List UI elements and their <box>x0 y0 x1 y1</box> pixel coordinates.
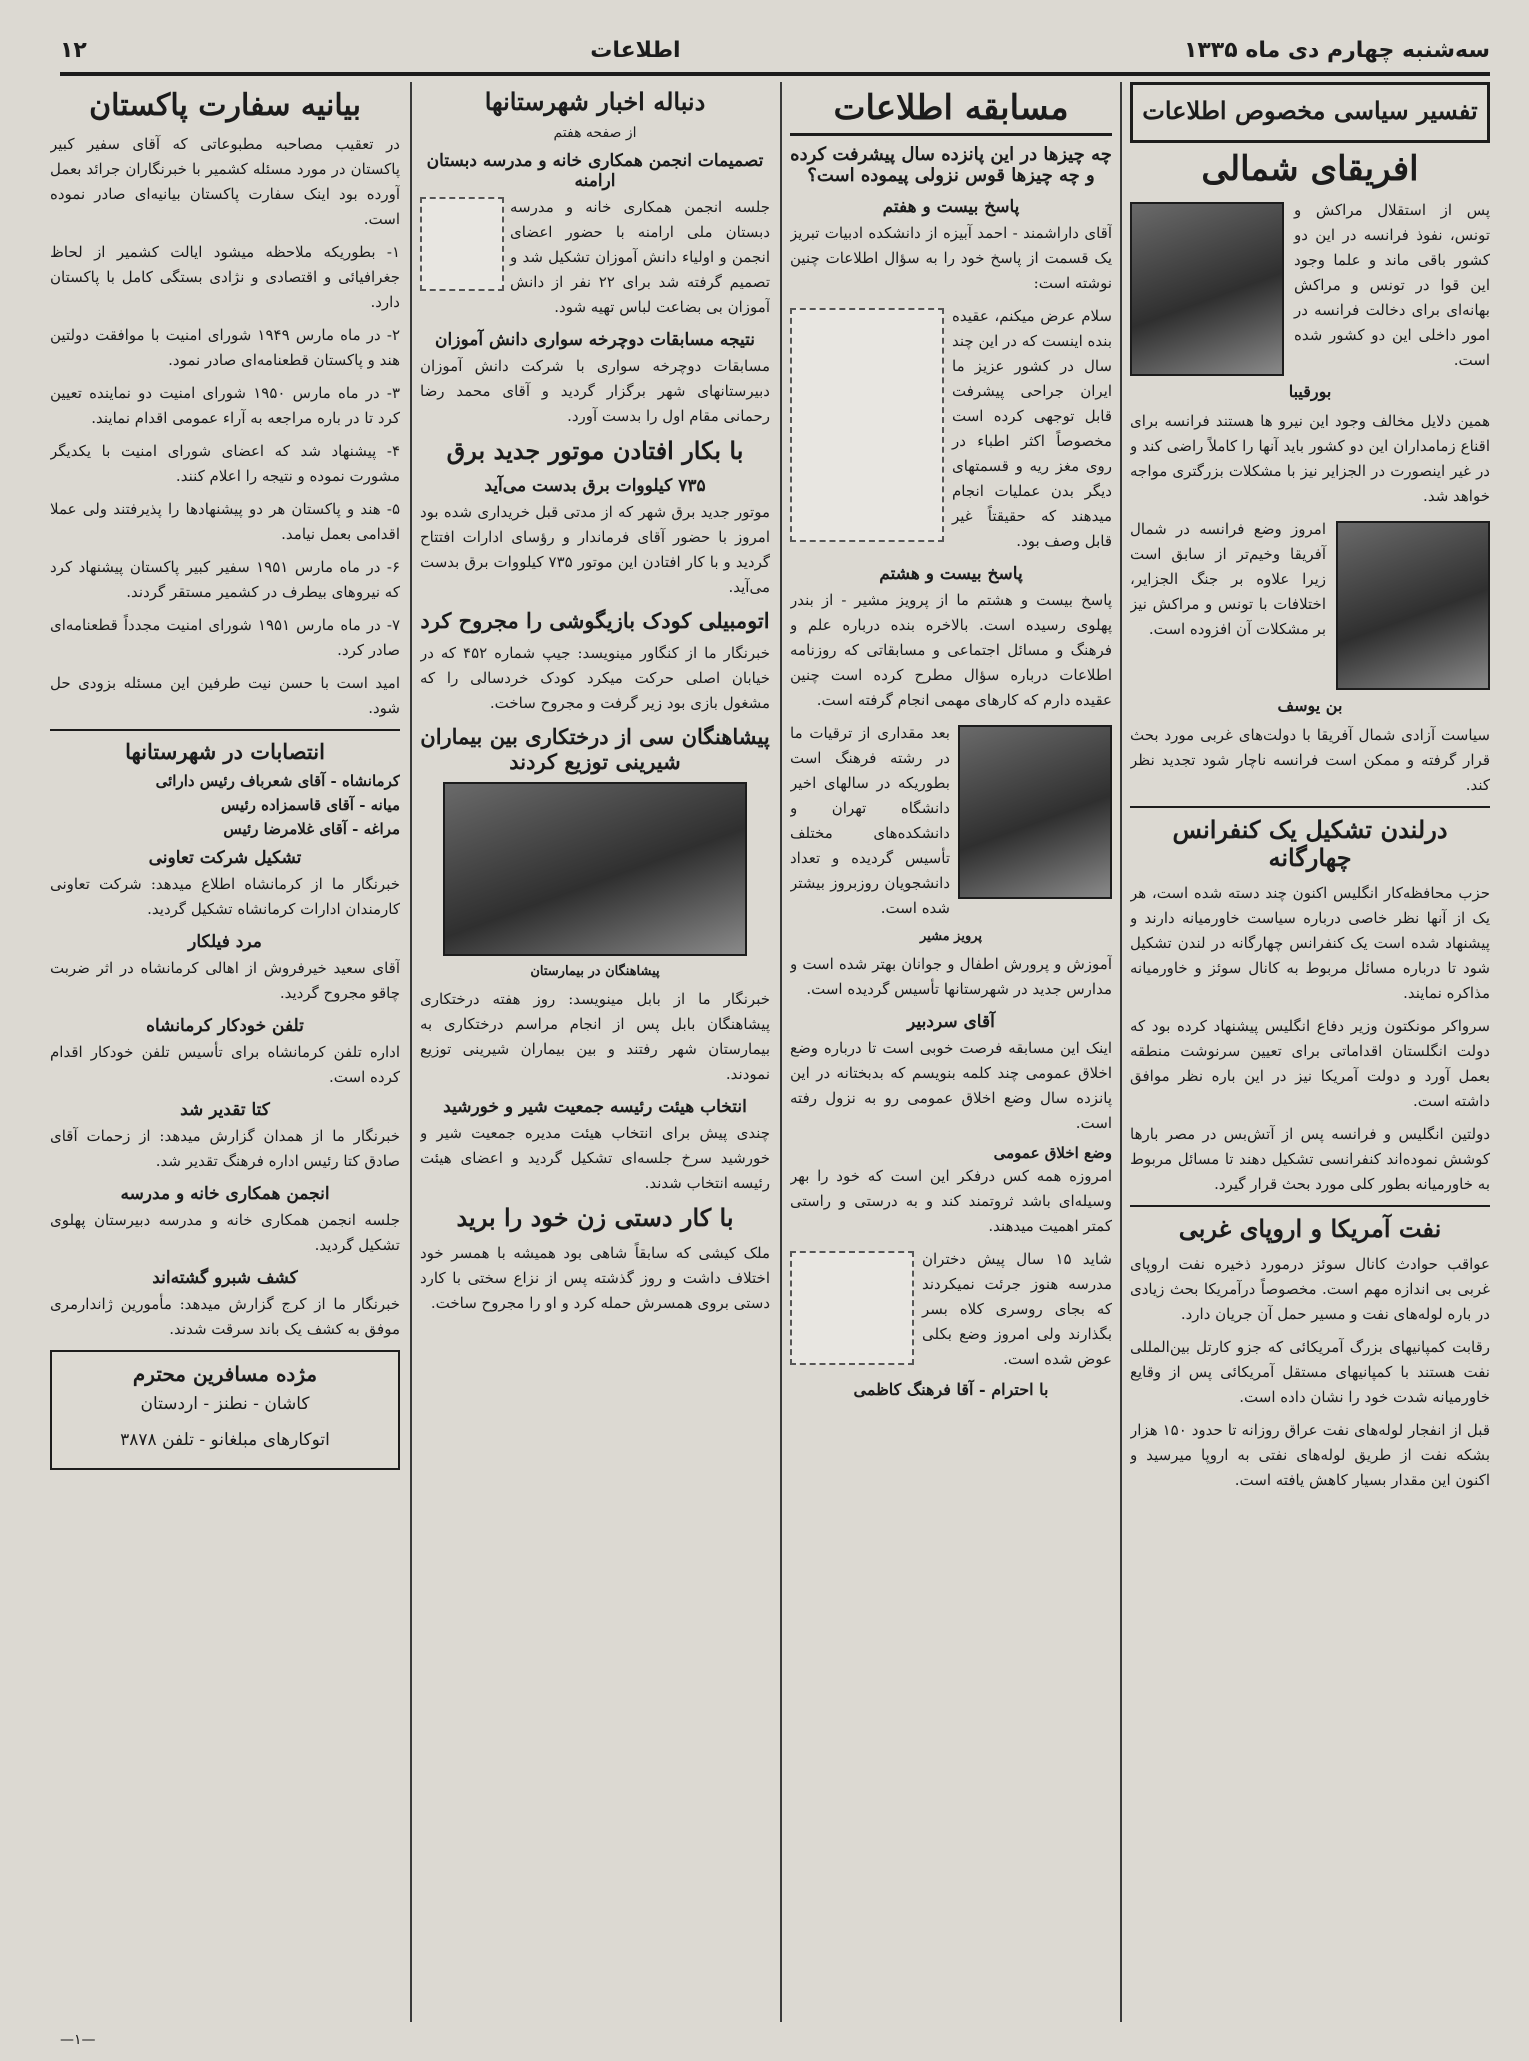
power-engine-subhead: ۷۳۵ کیلووات برق بدست می‌آید <box>484 475 706 496</box>
pakistan-para-6: ۵- هند و پاکستان هر دو پیشنهادها را پذیرفتند ولی عملا اقدامی بعمل نیامد. <box>50 500 400 543</box>
column-divider <box>1120 82 1122 2022</box>
contest-title: مسابقه اطلاعات <box>790 88 1112 136</box>
commentary-para-7: دولتین انگلیس و فرانسه پس از آتش‌بس در مصر بارها کوشش نموده‌اند کنفرانسی تشکیل دهند تا مسائل مربوط به خاورمیانه بطور کلی مورد بحث قرار گیرد. <box>1130 1125 1490 1194</box>
knife-attack-text: ملک کیشی که سابقاً شاهی بود همیشه با همسر خود اختلاف داشت و روز گذشته پس از نزاع سختی با کارد دستی بروی همسرش حمله کرد و او را مجروح ساخت. <box>420 1243 770 1312</box>
surgeon-illustration <box>790 308 944 542</box>
cooperative-text: خبرنگار ما از کرمانشاه اطلاع میدهد: شرکت تعاونی کارمندان ادارات کرمانشاه تشکیل گردید. <box>50 875 400 919</box>
pta-text: جلسه انجمن همکاری خانه و مدرسه دبیرستان پهلوی تشکیل گردید. <box>50 1211 400 1255</box>
page-number: ۱۲ <box>60 37 87 63</box>
commentary-title: افریقای شمالی <box>1201 148 1419 189</box>
pta-headline: انجمن همکاری خانه و مدرسه <box>120 1184 330 1205</box>
public-morals-subhead: وضع اخلاق عمومی <box>993 1143 1112 1162</box>
portrait-caption-bourguiba: بورقیبا <box>1288 381 1332 401</box>
portrait-bourguiba <box>1130 202 1284 376</box>
column-divider <box>410 82 412 2022</box>
pakistan-para-9: امید است با حسن نیت طرفین این مسئله بزودی حل شود. <box>50 674 400 717</box>
answer-28-cont: بعد مقداری از ترقیات ما در رشته فرهنگ است بطوریکه در سالهای اخیر دانشگاه تهران و دانشکده‌های مختلف تأسیس گردیده و تعداد دانشجویان روزبروز بیشتر شده است. <box>790 723 950 917</box>
commentary-para-10: قبل از انفجار لوله‌های نفت عراق روزانه تا حدود ۱۵۰ هزار بشکه نفت از طریق لوله‌های نفتی به اروپا میرسید و اکنون این مقدار بسیار کاهش یافته است. <box>1130 1420 1490 1489</box>
continued-from: از صفحه هفتم <box>553 124 637 141</box>
commentary-kicker: تفسیر سیاسی مخصوص اطلاعات <box>1142 96 1478 125</box>
cartoon-illustration <box>790 1251 914 1365</box>
oil-headline: نفت آمریکا و اروپای غربی <box>1178 1214 1442 1244</box>
travel-ad-line-2: اتوکارهای مبلغانو - تلفن ۳۸۷۸ <box>120 1430 330 1451</box>
page-folio: —۱— <box>60 2032 96 2048</box>
portrait-caption-ben-youssef: بن یوسف <box>1277 695 1343 715</box>
pakistan-title: بیانیه سفارت پاکستان <box>89 88 361 123</box>
masthead <box>60 30 1490 70</box>
editor-address: آقای سردبیر <box>907 1011 995 1032</box>
commentary-para-4: سیاست آزادی شمال آفریقا با دولت‌های غربی مورد بحث قرار گرفته و ممکن است فرانسه ناچار شود تجدید نظر کند. <box>1130 725 1490 794</box>
column-divider <box>780 82 782 2022</box>
answer-29-cont: امروزه همه کس درفکر این است که خود را بهر وسیله‌ای باشد ثروتمند کند و به درستی و راستی کمتر اهمیت میدهند. <box>790 1166 1112 1235</box>
commentary-para-2: همین دلایل مخالف وجود این نیرو ها هستند فرانسه برای اقناع زمامداران این دو کشور باید آنها را کاملاً راضی کند و در غیر اینصورت در الجزایر نیز با مشکلات بزرگتری مواجه خواهد شد. <box>1130 411 1490 505</box>
portrait-parviz-moshir <box>958 725 1112 899</box>
commentary-para-8: عواقب حوادث کانال سوئز درمورد ذخیره نفت اروپای غربی بی اندازه مهم است. مخصوصاً درآمریکا بحث زیادی در باره لوله‌های نفت و مسیر حمل آن جریان دارد. <box>1130 1254 1490 1323</box>
theft-headline: کشف شبرو گشته‌اند <box>152 1268 298 1289</box>
answer-27-intro: آقای داراشمند - احمد آبیزه از دانشکده ادبیات تبریز یک قسمت از پاسخ خود را به سؤال اطلاعات چنین نوشته است: <box>790 223 1112 292</box>
power-engine-text: موتور جدید برق شهر که از مدتی قبل خریداری شده بود امروز با حضور آقای فرماندار و رؤسای ادارات افتتاح گردید و با کار افتادن این موتور ۷۳۵ کیلووات برق بدست می‌آید. <box>420 502 770 596</box>
commentary-header <box>1130 82 1490 143</box>
pakistan-para-8: ۷- در ماه مارس ۱۹۵۱ شورای امنیت مجدداً قطعنامه‌ای صادر کرد. <box>50 616 400 659</box>
paper-name: اطلاعات <box>590 37 681 63</box>
scouts-photo-caption: پیشاهنگان در بیمارستان <box>530 964 660 980</box>
portrait-caption-moshir: پرویز مشیر <box>919 928 983 944</box>
portrait-ben-youssef <box>1336 521 1490 690</box>
armenian-school-text: جلسه انجمن همکاری خانه و مدرسه دبستان ملی ارامنه با حضور اعضای انجمن و اولیاء دانش آموزان تشکیل شد و تصمیم گرفته شد برای ۲۲ نفر از دانش آموزان بی بضاعت لباس تهیه شود. <box>510 197 770 316</box>
stabbing-headline: مرد فیلکار <box>188 932 262 953</box>
column-pakistan-statement <box>50 82 400 2022</box>
commentary-para-3: امروز وضع فرانسه در شمال آفریقا وخیم‌تر از سابق است زیرا علاوه بر جنگ الجزایر، اختلافات با تونس و مراکش نیز بر مشکلات آن افزوده است. <box>1130 519 1326 638</box>
pakistan-para-7: ۶- در ماه مارس ۱۹۵۱ سفیر کبیر پاکستان پیشنهاد کرد که نیروهای بیطرف در کشمیر مستقر گردند. <box>50 558 400 601</box>
scouts-text: خبرنگار ما از بابل مینویسد: روز هفته درختکاری پیشاهنگان بابل پس از انجام مراسم درختکاری به بیمارستان شهر رفتند و بین بیماران شیرینی توزیع نمودند. <box>420 990 770 1084</box>
power-engine-headline: با بکار افتادن موتور جدید برق <box>446 435 744 465</box>
commentary-para-6: سرواکر مونکتون وزیر دفاع انگلیس پیشنهاد کرده بود که دولت انگلستان اقداماتی برای تعیین سرنوشت منطقه بعمل آورد و دولت آمریکا نیز در این باره نظر موافق داشته است. <box>1130 1017 1490 1111</box>
provincial-title: دنباله اخبار شهرستانها <box>484 87 706 116</box>
cycling-text: مسابقات دوچرخه سواری با شرکت دانش آموزان دبیرستانهای شهر برگزار گردید و آقای محمد رضا رحمانی مقام اول را بدست آورد. <box>420 356 770 425</box>
contest-signoff: با احترام - آقا فرهنگ کاظمی <box>853 1379 1049 1399</box>
section-rule <box>1130 806 1490 808</box>
section-rule <box>50 729 400 731</box>
answer-28-label: پاسخ بیست و هشتم <box>879 563 1023 584</box>
answer-28-text: پاسخ بیست و هشتم ما از پرویز مشیر - از بندر پهلوی رسیده است. بالاخره بنده درباره علم و فرهنگ و مسائل اجتماعی و مسابقاتی که روزنامه اطلاعات درباره سؤال مطرح کرده است چنین عقیده دارم که کارهای مهمی انجام گرفته است. <box>790 590 1112 709</box>
london-conference-headline: درلندن تشکیل یک کنفرانس چهارگانه <box>1172 814 1448 873</box>
armenian-school-headline: تصمیمات انجمن همکاری خانه و مدرسه دبستان ارامنه <box>426 150 764 191</box>
telephone-text: اداره تلفن کرمانشاه برای تأسیس تلفن خودکار اقدام کرده است. <box>50 1043 400 1087</box>
appointment-1: کرمانشاه - آقای شعرباف رئیس دارائی <box>155 772 400 791</box>
cycling-headline: نتیجه مسابقات دوچرخه سواری دانش آموزان <box>435 329 755 350</box>
pakistan-para-5: ۴- پیشنهاد شد که اعضای شورای امنیت با یکدیگر مشورت نموده و نتیجه را اعلام کنند. <box>50 442 400 485</box>
answer-27-label: پاسخ بیست و هفتم <box>882 196 1020 217</box>
scouts-headline: پیشاهنگان سی از درختکاری بین بیماران شیرینی توزیع کردند <box>420 723 770 774</box>
column-contest <box>790 82 1112 2022</box>
cooperative-headline: تشکیل شرکت تعاونی <box>148 848 302 869</box>
pakistan-para-3: ۲- در ماه مارس ۱۹۴۹ شورای امنیت با موافقت دولتین هند و پاکستان قطعنامه‌ای صادر نمود. <box>50 326 400 369</box>
red-lion-headline: انتخاب هیئت رئیسه جمعیت شیر و خورشید <box>443 1097 747 1118</box>
issue-date: سه‌شنبه چهارم دی ماه ۱۳۳۵ <box>1183 37 1490 63</box>
pakistan-para-4: ۳- در ماه مارس ۱۹۵۰ شورای امنیت دو نماینده تعیین کرد تا در باره مراجعه به آراء عمومی اقدام نمایند. <box>50 384 400 427</box>
answer-29-text: اینک این مسابقه فرصت خوبی است تا درباره وضع اخلاق عمومی چند کلمه بنویسم که بدبختانه در این پانزده سال وضع اخلاق عمومی رو به نزول رفته است. <box>790 1038 1112 1132</box>
appointments-headline: انتصابات در شهرستانها <box>125 739 325 764</box>
appointment-3: مراغه - آقای غلامرضا رئیس <box>223 820 400 839</box>
theft-text: خبرنگار ما از کرج گزارش میدهد: مأمورین ژاندارمری موفق به کشف یک باند سرقت شدند. <box>50 1295 400 1339</box>
newsboy-illustration <box>420 197 504 291</box>
contest-question: چه چیزها در این پانزده سال پیشرفت کرده و چه چیزها قوس نزولی پیموده است؟ <box>790 143 1112 187</box>
travel-ad-box <box>50 1350 400 1470</box>
commendation-text: خبرنگار ما از همدان گزارش میدهد: از زحمات آقای صادق کتا رئیس اداره فرهنگ تقدیر شد. <box>50 1127 400 1171</box>
car-accident-text: خبرنگار ما از کنگاور مینویسد: جیپ شماره ۴۵۲ که در خیابان اصلی حرکت میکرد کودک خردسالی را که مشغول بازی بود زیر گرفت و مجروح ساخت. <box>420 643 770 712</box>
pakistan-para-2: ۱- بطوریکه ملاحظه میشود ایالت کشمیر از لحاظ جغرافیائی و اقتصادی و نژادی بستگی کامل با پاکستان دارد. <box>50 243 400 311</box>
travel-ad-title: مژده مسافرین محترم <box>132 1362 318 1387</box>
pakistan-para-1: در تعقیب مصاحبه مطبوعاتی که آقای سفیر کبیر پاکستان در مورد مسئله کشمیر با خبرنگاران جرائد بعمل آورده بود اینک سفارت پاکستان بیانیه‌ای صادر نموده است. <box>50 135 400 228</box>
column-provincial-news <box>420 82 770 2022</box>
scouts-photo <box>443 782 747 956</box>
stabbing-text: آقای سعید خیرفروش از اهالی کرمانشاه در اثر ضربت چاقو مجروح گردید. <box>50 959 400 1003</box>
commentary-para-9: رقابت کمپانیهای بزرگ آمریکائی که جزو کارتل بین‌المللی نفت هستند با کمپانیهای مستقل آمریکائی پس از وقایع خاورمیانه شدت خود را نشان داده است. <box>1130 1337 1490 1406</box>
car-accident-headline: اتومبیلی کودک بازیگوشی را مجروح کرد <box>420 607 770 633</box>
telephone-headline: تلفن خودکار کرمانشاه <box>146 1016 304 1037</box>
answer-27-text: سلام عرض میکنم، عقیده بنده اینست که در این چند سال در کشور عزیز ما ایران جراحی پیشرفت قابل توجهی کرده است مخصوصاً اکثر اطباء در روی مغز ریه و قسمتهای دیگر بدن عملیات انجام میدهند که حقیقتاً غیر قابل وصف بود. <box>952 306 1112 550</box>
red-lion-text: چندی پیش برای انتخاب هیئت مدیره جمعیت شیر و خورشید سرخ جلسه‌ای تشکیل گردید و اعضای هیئت رئیسه انتخاب شدند. <box>420 1124 770 1193</box>
column-political-commentary <box>1130 82 1490 2022</box>
appointment-2: میانه - آقای قاسمزاده رئیس <box>220 796 400 815</box>
commendation-headline: کتا تقدیر شد <box>180 1100 270 1121</box>
travel-ad-line-1: کاشان - نطنز - اردستان <box>140 1394 310 1415</box>
commentary-para-1: پس از استقلال مراکش و تونس، نفوذ فرانسه در این دو کشور باقی ماند و علما وجود این قوا در تونس و مراکش بهانه‌ای برای دخالت فرانسه در امور داخلی این دو کشور شده است. <box>1294 200 1490 369</box>
answer-28-cont2: آموزش و پرورش اطفال و جوانان بهتر شده است و مدارس جدید در شهرستانها تأسیس گردیده است. <box>790 954 1112 998</box>
masthead-rule <box>60 72 1490 76</box>
answer-30-text: شاید ۱۵ سال پیش دختران مدرسه هنوز جرئت نمیکردند که بجای روسری کلاه بسر بگذارند ولی امروز وضع بکلی عوض شده است. <box>922 1249 1112 1368</box>
knife-attack-headline: با کار دستی زن خود را برید <box>456 1203 734 1233</box>
section-rule <box>1130 1205 1490 1207</box>
commentary-para-5: حزب محافظه‌کار انگلیس اکنون چند دسته شده است، هر یک از آنها نظر خاصی درباره سیاست خاورمیانه دارند و پیشنهاد شده است یک کنفرانس چهارگانه در لندن تشکیل شود تا درباره مسائل مربوط به کانال سوئز و خاورمیانه مذاکره نمایند. <box>1130 884 1490 1003</box>
